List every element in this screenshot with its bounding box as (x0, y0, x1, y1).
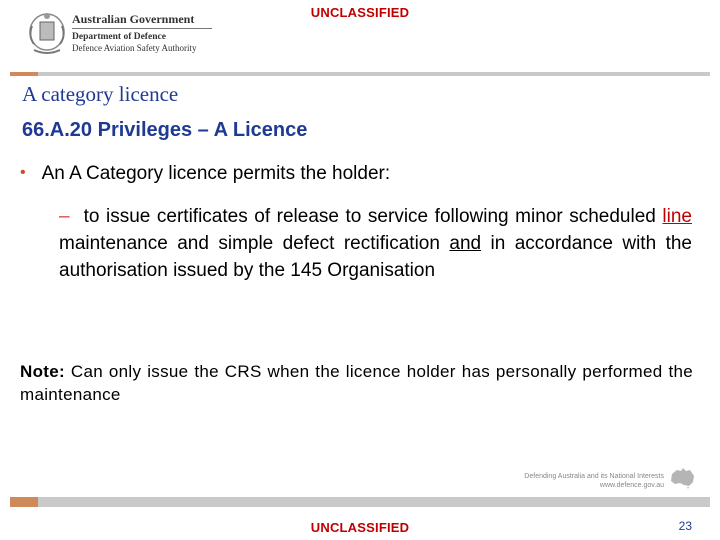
note-paragraph (20, 360, 693, 406)
bullet-item (20, 163, 390, 185)
slide-title: A category licence (22, 82, 179, 106)
government-logo (26, 10, 196, 60)
bottom-divider (10, 497, 710, 507)
classification-banner-top: UNCLASSIFIED (310, 5, 410, 20)
section-heading: 66.A.20 Privileges – A Licence (22, 119, 308, 141)
website-text: www.defence.gov.au (599, 482, 664, 489)
bottom-divider-accent (10, 497, 38, 507)
top-divider-accent (10, 72, 38, 76)
government-name: Australian Government (72, 12, 195, 26)
bullet-icon: • (20, 164, 26, 181)
note-text: Can only issue the CRS when the licence holder has personally performed the maintenance (20, 362, 693, 404)
footer-slogan (524, 472, 664, 490)
slogan-text: Defending Australia and its National Interests (524, 473, 664, 480)
department-name: Department of Defence (72, 32, 166, 42)
bullet-text: An A Category licence permits the holder: (41, 163, 391, 184)
classification-banner-bottom: UNCLASSIFIED (310, 520, 410, 535)
note-label: Note: (20, 362, 65, 381)
sub-bullet-text-2: maintenance and simple defect rectification (59, 233, 450, 254)
sub-bullet-item (59, 203, 692, 284)
underlined-line-text: line (662, 206, 692, 227)
page-number: 23 (678, 519, 692, 533)
agency-name: Defence Aviation Safety Authority (72, 43, 197, 53)
dash-icon: – (59, 206, 70, 227)
sub-bullet-text-1: to issue certificates of release to service following minor scheduled (83, 206, 663, 227)
top-divider (10, 72, 710, 76)
australia-map-icon (668, 466, 696, 490)
header-rule (72, 28, 212, 29)
coat-of-arms-icon (26, 10, 68, 58)
sub-bullet-text-3: in accordance with the authorisation issued by the 145 Organisation (59, 233, 692, 281)
underlined-and-text: and (449, 233, 482, 254)
